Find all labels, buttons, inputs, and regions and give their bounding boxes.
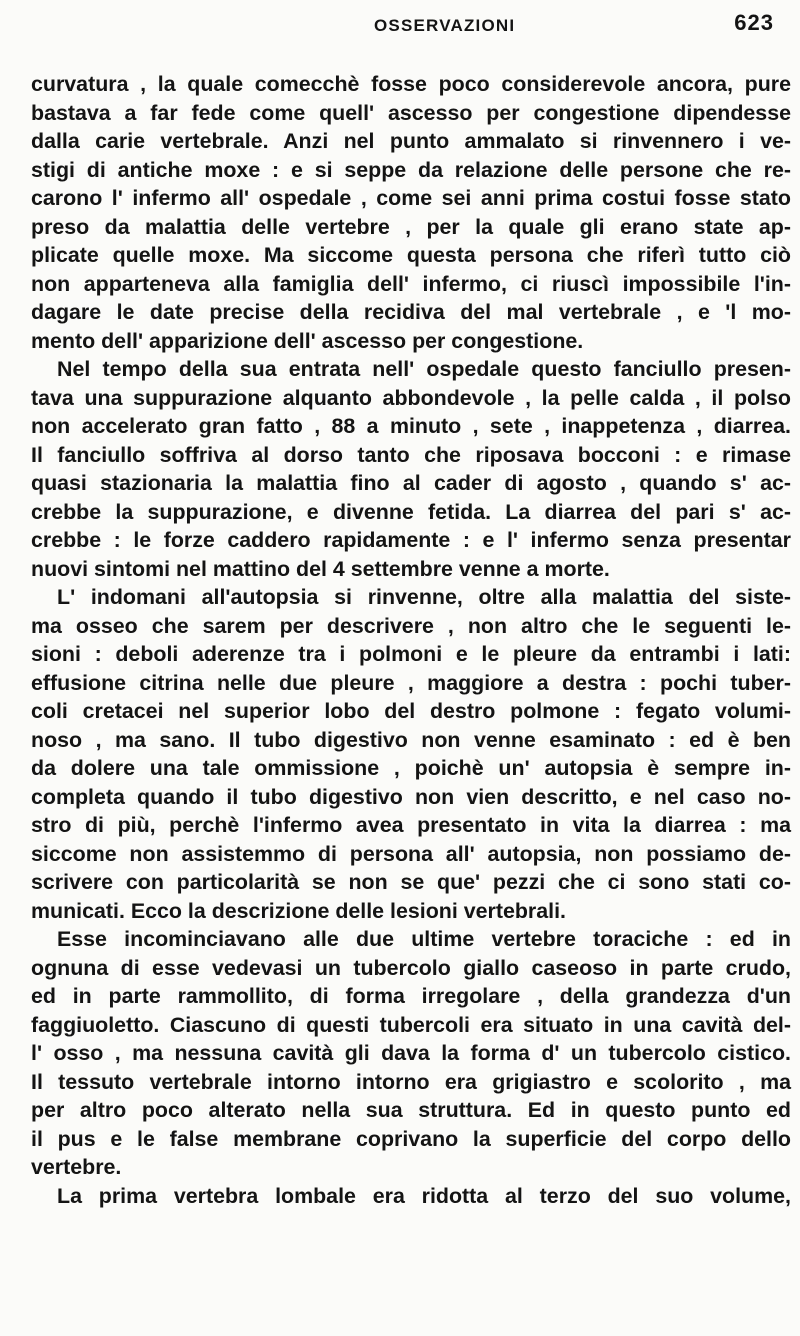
- text-line: preso da malattia delle vertebre , per la quale gli erano state ap-: [31, 214, 791, 239]
- text-line: dagare le date precise della recidiva del mal vertebrale , e 'l mo-: [31, 300, 791, 324]
- running-head: [0, 10, 800, 44]
- text-line: stigi di antiche moxe : e si seppe da relazione delle persone che re-: [31, 157, 791, 182]
- text-line: crebbe : le forze caddero rapidamente : e l' infermo senza presentar: [31, 528, 791, 552]
- text-line: da dolere una tale ommissione , poichè un' autopsia è sempre in-: [31, 756, 791, 780]
- text-line: Il tessuto vertebrale intorno intorno era grigiastro e scolorito , ma: [31, 1069, 791, 1094]
- text-line: L' indomani all'autopsia si rinvenne, oltre alla malattia del siste-: [57, 585, 791, 609]
- text-line: La prima vertebra lombale era ridotta al terzo del suo volume,: [57, 1183, 791, 1208]
- text-line: per altro poco alterato nella sua struttura. Ed in questo punto ed: [31, 1098, 791, 1122]
- text-line: municati. Ecco la descrizione delle lesioni vertebrali.: [31, 898, 566, 923]
- text-line: non accelerato gran fatto , 88 a minuto , sete , inappetenza , diarrea.: [31, 414, 791, 438]
- text-line: non apparteneva alla famiglia dell' infermo, ci riuscì impossibile l'in-: [31, 271, 791, 296]
- text-line: noso , ma sano. Il tubo digestivo non venne esaminato : ed è ben: [31, 727, 791, 752]
- text-line: crebbe la suppurazione, e divenne fetida. La diarrea del pari s' ac-: [31, 499, 791, 524]
- text-line: completa quando il tubo digestivo non vien descritto, e nel caso no-: [31, 784, 791, 809]
- text-line: ed in parte rammollito, di forma irregolare , della grandezza d'un: [31, 984, 791, 1008]
- text-line: mento dell' apparizione dell' ascesso per congestione.: [31, 328, 584, 353]
- text-line: scrivere con particolarità se non se que' pezzi che ci sono stati co-: [31, 870, 791, 894]
- text-line: nuovi sintomi nel mattino del 4 settembre venne a morte.: [31, 556, 610, 581]
- text-line: siccome non assistemmo di persona all' autopsia, non possiamo de-: [31, 841, 791, 866]
- text-line: carono l' infermo all' ospedale , come sei anni prima costui fosse stato: [31, 186, 791, 210]
- text-line: tava una suppurazione alquanto abbondevole , la pelle calda , il polso: [31, 385, 791, 410]
- text-line: stro di più, perchè l'infermo avea presentato in vita la diarrea : ma: [31, 813, 791, 837]
- text-line: ma osseo che sarem per descrivere , non altro che le seguenti le-: [31, 613, 791, 638]
- text-line: l' osso , ma nessuna cavità gli dava la forma d' un tubercolo cistico.: [31, 1041, 791, 1065]
- text-line: faggiuoletto. Ciascuno di questi tubercoli era situato in una cavità del-: [31, 1012, 791, 1037]
- text-line: quasi stazionaria la malattia fino al cader di agosto , quando s' ac-: [31, 471, 791, 495]
- text-line: bastava a far fede come quell' ascesso per congestione dipendesse: [31, 100, 791, 125]
- text-line: dalla carie vertebrale. Anzi nel punto ammalato si rinvennero i ve-: [31, 129, 791, 153]
- text-line: effusione citrina nelle due pleure , maggiore a destra : pochi tuber-: [31, 670, 791, 695]
- running-head-title: OSSERVAZIONI: [374, 16, 516, 35]
- text-line: Nel tempo della sua entrata nell' ospedale questo fanciullo presen-: [57, 357, 791, 381]
- page-number: 623: [734, 10, 774, 35]
- text-line: Esse incominciavano alle due ultime vertebre toraciche : ed in: [57, 927, 791, 951]
- text-line: vertebre.: [31, 1155, 122, 1179]
- text-line: il pus e le false membrane coprivano la superficie del corpo dello: [31, 1126, 791, 1151]
- text-line: curvatura , la quale comecchè fosse poco considerevole ancora, pure: [31, 72, 791, 96]
- text-line: Il fanciullo soffriva al dorso tanto che riposava bocconi : e rimase: [31, 442, 791, 467]
- text-line: ognuna di esse vedevasi un tubercolo giallo caseoso in parte crudo,: [31, 955, 791, 980]
- text-line: sioni : deboli aderenze tra i polmoni e le pleure da entrambi i lati:: [31, 642, 791, 666]
- text-line: plicate quelle moxe. Ma siccome questa persona che riferì tutto ciò: [31, 243, 791, 267]
- text-line: coli cretacei nel superior lobo del destro polmone : fegato volumi-: [31, 699, 791, 723]
- body-text: [31, 70, 791, 1210]
